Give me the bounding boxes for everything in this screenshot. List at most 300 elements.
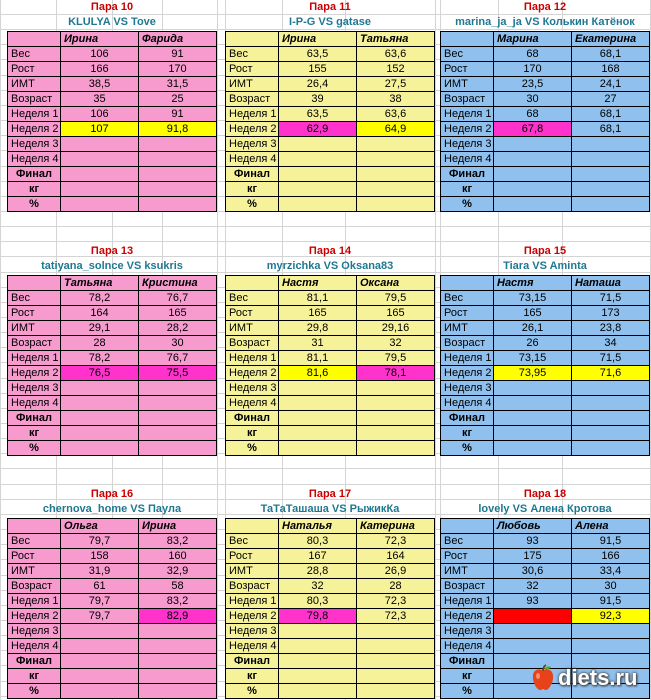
- row-label: ИМТ: [441, 564, 494, 579]
- table-row: [441, 609, 650, 624]
- header-corner-cell: [8, 276, 61, 291]
- header-corner-cell: [8, 519, 61, 534]
- table-row: [226, 167, 435, 182]
- value-cell: 68,1: [572, 47, 650, 62]
- table-row: [226, 77, 435, 92]
- header-corner-cell: [441, 276, 494, 291]
- pair-participants: myrzichka VS Oksana83: [266, 260, 394, 272]
- value-cell: [61, 684, 139, 699]
- table-row: [226, 197, 435, 212]
- row-label: кг: [8, 669, 61, 684]
- value-cell: 23,8: [572, 321, 650, 336]
- row-label: Вес: [226, 291, 279, 306]
- row-label: Неделя 4: [441, 639, 494, 654]
- row-label: Рост: [226, 549, 279, 564]
- participant-1-name: Наталья: [279, 519, 357, 534]
- row-label: Неделя 1: [8, 351, 61, 366]
- table-row: [8, 122, 217, 137]
- table-row: [8, 152, 217, 167]
- table-row: [226, 639, 435, 654]
- row-label: Неделя 2: [8, 609, 61, 624]
- value-cell: [279, 654, 357, 669]
- value-cell: [279, 152, 357, 167]
- row-label: Финал: [441, 411, 494, 426]
- pair-participants: ТаТаТашаша VS РыжикКа: [260, 503, 400, 515]
- row-label: Неделя 1: [226, 351, 279, 366]
- table-row: [8, 564, 217, 579]
- value-cell: [139, 182, 217, 197]
- value-cell: 76,7: [139, 351, 217, 366]
- table-row: [226, 62, 435, 77]
- table-row: [441, 122, 650, 137]
- value-cell: [357, 137, 435, 152]
- value-cell: 64,9: [357, 122, 435, 137]
- pair-table: [225, 31, 435, 212]
- table-row: [8, 426, 217, 441]
- table-row: [441, 426, 650, 441]
- value-cell: 58: [139, 579, 217, 594]
- row-label: Финал: [8, 411, 61, 426]
- row-label: Финал: [8, 167, 61, 182]
- value-cell: [139, 137, 217, 152]
- value-cell: [572, 624, 650, 639]
- row-label: Неделя 3: [8, 381, 61, 396]
- row-label: Рост: [8, 62, 61, 77]
- table-row: [8, 411, 217, 426]
- value-cell: 72,3: [357, 594, 435, 609]
- participant-1-name: Марина: [494, 32, 572, 47]
- value-cell: 28: [61, 336, 139, 351]
- value-cell: 91: [139, 47, 217, 62]
- value-cell: 107: [61, 122, 139, 137]
- table-row: [441, 381, 650, 396]
- row-label: Неделя 2: [226, 609, 279, 624]
- row-label: Возраст: [441, 579, 494, 594]
- value-cell: 81,6: [279, 366, 357, 381]
- row-label: Рост: [8, 306, 61, 321]
- value-cell: 78,2: [61, 291, 139, 306]
- value-cell: [61, 411, 139, 426]
- row-label: %: [441, 684, 494, 699]
- row-label: Неделя 2: [441, 122, 494, 137]
- value-cell: [494, 396, 572, 411]
- table-row: [226, 594, 435, 609]
- pair-title: Пара 16: [90, 488, 134, 500]
- table-row: [441, 351, 650, 366]
- pair-participants: marina_ja_ja VS Колькин Катёнок: [455, 16, 635, 28]
- row-label: Неделя 1: [8, 107, 61, 122]
- pair-title: Пара 12: [523, 1, 567, 13]
- value-cell: [139, 624, 217, 639]
- value-cell: 82,9: [139, 609, 217, 624]
- value-cell: [357, 639, 435, 654]
- value-cell: 29,1: [61, 321, 139, 336]
- value-cell: 68,1: [572, 107, 650, 122]
- value-cell: 31: [279, 336, 357, 351]
- value-cell: [494, 182, 572, 197]
- table-row: [226, 107, 435, 122]
- table-row: [226, 336, 435, 351]
- value-cell: [357, 441, 435, 456]
- table-row: [226, 321, 435, 336]
- table-row: [226, 624, 435, 639]
- value-cell: 79,7: [61, 594, 139, 609]
- value-cell: [572, 381, 650, 396]
- table-row: [226, 411, 435, 426]
- value-cell: 30: [494, 92, 572, 107]
- value-cell: 91,5: [572, 534, 650, 549]
- value-cell: 170: [494, 62, 572, 77]
- value-cell: 29,8: [279, 321, 357, 336]
- value-cell: 26,4: [279, 77, 357, 92]
- row-label: %: [8, 197, 61, 212]
- value-cell: [572, 639, 650, 654]
- row-label: ИМТ: [226, 321, 279, 336]
- table-row: [8, 534, 217, 549]
- value-cell: 92,3: [572, 609, 650, 624]
- row-label: Рост: [8, 549, 61, 564]
- value-cell: 63,5: [279, 107, 357, 122]
- value-cell: [139, 152, 217, 167]
- table-row: [441, 336, 650, 351]
- row-label: Неделя 3: [8, 137, 61, 152]
- table-row: [226, 137, 435, 152]
- row-label: Возраст: [8, 92, 61, 107]
- value-cell: 166: [572, 549, 650, 564]
- table-row: [226, 381, 435, 396]
- table-row: [8, 639, 217, 654]
- value-cell: [572, 197, 650, 212]
- table-row: [8, 609, 217, 624]
- row-label: Неделя 2: [441, 366, 494, 381]
- row-label: %: [226, 441, 279, 456]
- row-label: %: [226, 684, 279, 699]
- value-cell: [279, 426, 357, 441]
- table-row: [441, 549, 650, 564]
- table-row: [226, 609, 435, 624]
- participant-1-name: Настя: [279, 276, 357, 291]
- value-cell: 76,5: [61, 366, 139, 381]
- value-cell: 170: [139, 62, 217, 77]
- pair-table: [225, 275, 435, 456]
- participant-1-name: Любовь: [494, 519, 572, 534]
- value-cell: [279, 167, 357, 182]
- value-cell: 28: [357, 579, 435, 594]
- table-row: [441, 137, 650, 152]
- table-row: [8, 351, 217, 366]
- row-label: кг: [226, 426, 279, 441]
- value-cell: 160: [139, 549, 217, 564]
- pair-table: [440, 275, 650, 456]
- value-cell: [494, 609, 572, 624]
- value-cell: [357, 684, 435, 699]
- pair-table: [7, 275, 217, 456]
- value-cell: 32: [357, 336, 435, 351]
- table-row: [226, 351, 435, 366]
- value-cell: 26: [494, 336, 572, 351]
- pair-title: Пара 17: [308, 488, 352, 500]
- participant-2-name: Катерина: [357, 519, 435, 534]
- row-label: Неделя 3: [441, 137, 494, 152]
- table-row: [8, 669, 217, 684]
- participant-1-name: Ольга: [61, 519, 139, 534]
- value-cell: 62,9: [279, 122, 357, 137]
- value-cell: [572, 411, 650, 426]
- value-cell: [279, 684, 357, 699]
- value-cell: [279, 137, 357, 152]
- header-row: [226, 276, 435, 291]
- table-row: [8, 47, 217, 62]
- pair-title: Пара 11: [309, 1, 351, 13]
- row-label: ИМТ: [441, 77, 494, 92]
- value-cell: 28,8: [279, 564, 357, 579]
- row-label: Неделя 3: [226, 137, 279, 152]
- table-row: [441, 639, 650, 654]
- value-cell: 67,8: [494, 122, 572, 137]
- value-cell: 31,9: [61, 564, 139, 579]
- row-label: Неделя 3: [226, 381, 279, 396]
- value-cell: 24,1: [572, 77, 650, 92]
- value-cell: [572, 441, 650, 456]
- value-cell: 71,6: [572, 366, 650, 381]
- row-label: Неделя 1: [226, 594, 279, 609]
- value-cell: 173: [572, 306, 650, 321]
- pair-participants: lovely VS Алена Кротова: [478, 503, 612, 515]
- participant-2-name: Оксана: [357, 276, 435, 291]
- row-label: Возраст: [441, 336, 494, 351]
- header-row: [441, 276, 650, 291]
- pair-block: [440, 244, 650, 457]
- row-label: Финал: [441, 167, 494, 182]
- table-row: [226, 47, 435, 62]
- table-row: [226, 549, 435, 564]
- value-cell: [357, 182, 435, 197]
- participant-2-name: Фарида: [139, 32, 217, 47]
- row-label: кг: [441, 182, 494, 197]
- pair-participants: Tiara VS Aminta: [503, 260, 587, 272]
- value-cell: [357, 396, 435, 411]
- header-row: [8, 276, 217, 291]
- row-label: Неделя 4: [441, 152, 494, 167]
- value-cell: [139, 654, 217, 669]
- value-cell: [494, 426, 572, 441]
- value-cell: [139, 381, 217, 396]
- header-corner-cell: [441, 32, 494, 47]
- value-cell: [61, 639, 139, 654]
- row-label: кг: [226, 182, 279, 197]
- row-label: Неделя 4: [226, 639, 279, 654]
- value-cell: 158: [61, 549, 139, 564]
- value-cell: 83,2: [139, 534, 217, 549]
- value-cell: 168: [572, 62, 650, 77]
- value-cell: [494, 639, 572, 654]
- value-cell: [139, 441, 217, 456]
- row-label: Возраст: [441, 92, 494, 107]
- table-row: [441, 441, 650, 456]
- value-cell: 26,9: [357, 564, 435, 579]
- row-label: кг: [8, 426, 61, 441]
- row-label: ИМТ: [226, 564, 279, 579]
- value-cell: [494, 441, 572, 456]
- value-cell: [61, 441, 139, 456]
- value-cell: 165: [139, 306, 217, 321]
- row-label: ИМТ: [8, 564, 61, 579]
- value-cell: [279, 441, 357, 456]
- table-row: [441, 197, 650, 212]
- value-cell: 26,1: [494, 321, 572, 336]
- pair-participants: KLULYA VS Tove: [68, 16, 156, 28]
- row-label: кг: [226, 669, 279, 684]
- table-row: [226, 291, 435, 306]
- value-cell: [139, 396, 217, 411]
- table-row: [8, 197, 217, 212]
- row-label: Рост: [226, 62, 279, 77]
- participant-2-name: Алена: [572, 519, 650, 534]
- value-cell: 68: [494, 107, 572, 122]
- value-cell: 81,1: [279, 351, 357, 366]
- table-row: [441, 594, 650, 609]
- row-label: ИМТ: [441, 321, 494, 336]
- row-label: Неделя 2: [226, 122, 279, 137]
- value-cell: [572, 167, 650, 182]
- value-cell: 91,8: [139, 122, 217, 137]
- table-row: [8, 381, 217, 396]
- value-cell: 91: [139, 107, 217, 122]
- pair-participants: tatiyana_solnce VS ksukris: [41, 260, 183, 272]
- table-row: [226, 182, 435, 197]
- value-cell: 72,3: [357, 534, 435, 549]
- table-row: [226, 306, 435, 321]
- value-cell: [357, 197, 435, 212]
- row-label: Неделя 1: [441, 351, 494, 366]
- value-cell: [357, 381, 435, 396]
- header-row: [226, 32, 435, 47]
- row-label: Неделя 4: [8, 152, 61, 167]
- pair-block: [440, 0, 650, 213]
- value-cell: 30,6: [494, 564, 572, 579]
- table-row: [226, 426, 435, 441]
- value-cell: 93: [494, 594, 572, 609]
- table-row: [441, 152, 650, 167]
- value-cell: 63,6: [357, 47, 435, 62]
- table-row: [441, 47, 650, 62]
- value-cell: 79,7: [61, 534, 139, 549]
- table-row: [8, 167, 217, 182]
- participant-2-name: Наташа: [572, 276, 650, 291]
- header-corner-cell: [441, 519, 494, 534]
- table-row: [441, 77, 650, 92]
- pair-block: [7, 487, 217, 700]
- value-cell: [61, 197, 139, 212]
- value-cell: 165: [279, 306, 357, 321]
- value-cell: [61, 624, 139, 639]
- value-cell: [572, 137, 650, 152]
- participant-2-name: Екатерина: [572, 32, 650, 47]
- row-label: Вес: [8, 534, 61, 549]
- row-label: Неделя 4: [441, 396, 494, 411]
- value-cell: 73,15: [494, 351, 572, 366]
- pair-participants: I-P-G VS gatase: [289, 16, 371, 28]
- row-label: Финал: [8, 654, 61, 669]
- value-cell: [279, 396, 357, 411]
- value-cell: [279, 624, 357, 639]
- table-row: [8, 549, 217, 564]
- value-cell: [61, 396, 139, 411]
- table-row: [8, 594, 217, 609]
- row-label: Неделя 3: [441, 624, 494, 639]
- value-cell: 164: [61, 306, 139, 321]
- pair-table: [225, 518, 435, 699]
- value-cell: 34: [572, 336, 650, 351]
- pair-table: [440, 31, 650, 212]
- value-cell: [494, 137, 572, 152]
- value-cell: [61, 381, 139, 396]
- row-label: Вес: [441, 534, 494, 549]
- table-row: [226, 441, 435, 456]
- pair-title: Пара 15: [523, 245, 567, 257]
- value-cell: [494, 197, 572, 212]
- pair-participants: chernova_home VS Паула: [42, 503, 182, 515]
- header-corner-cell: [226, 32, 279, 47]
- value-cell: 32: [494, 579, 572, 594]
- row-label: Возраст: [8, 336, 61, 351]
- table-row: [441, 624, 650, 639]
- table-row: [8, 336, 217, 351]
- header-row: [8, 519, 217, 534]
- value-cell: 93: [494, 534, 572, 549]
- value-cell: [494, 624, 572, 639]
- value-cell: 63,5: [279, 47, 357, 62]
- row-label: Возраст: [226, 336, 279, 351]
- participant-1-name: Ирина: [279, 32, 357, 47]
- value-cell: [279, 381, 357, 396]
- row-label: кг: [8, 182, 61, 197]
- value-cell: 106: [61, 47, 139, 62]
- pair-table: [7, 518, 217, 699]
- row-label: Рост: [226, 306, 279, 321]
- value-cell: 28,2: [139, 321, 217, 336]
- value-cell: [61, 152, 139, 167]
- table-row: [8, 579, 217, 594]
- pair-title: Пара 14: [308, 245, 352, 257]
- table-row: [226, 92, 435, 107]
- value-cell: [279, 411, 357, 426]
- pair-title: Пара 13: [90, 245, 134, 257]
- value-cell: 30: [572, 579, 650, 594]
- row-label: Возраст: [8, 579, 61, 594]
- value-cell: [61, 669, 139, 684]
- value-cell: 61: [61, 579, 139, 594]
- row-label: Неделя 3: [226, 624, 279, 639]
- pair-block: [225, 0, 435, 213]
- value-cell: 165: [494, 306, 572, 321]
- value-cell: [61, 137, 139, 152]
- row-label: Неделя 1: [441, 594, 494, 609]
- row-label: Финал: [226, 167, 279, 182]
- value-cell: [357, 411, 435, 426]
- value-cell: 79,5: [357, 291, 435, 306]
- value-cell: [494, 152, 572, 167]
- value-cell: 38: [357, 92, 435, 107]
- pair-block: [225, 244, 435, 457]
- apple-icon: [530, 664, 556, 692]
- table-row: [226, 366, 435, 381]
- table-row: [8, 684, 217, 699]
- table-row: [226, 564, 435, 579]
- table-row: [441, 306, 650, 321]
- value-cell: 27: [572, 92, 650, 107]
- row-label: Неделя 2: [8, 122, 61, 137]
